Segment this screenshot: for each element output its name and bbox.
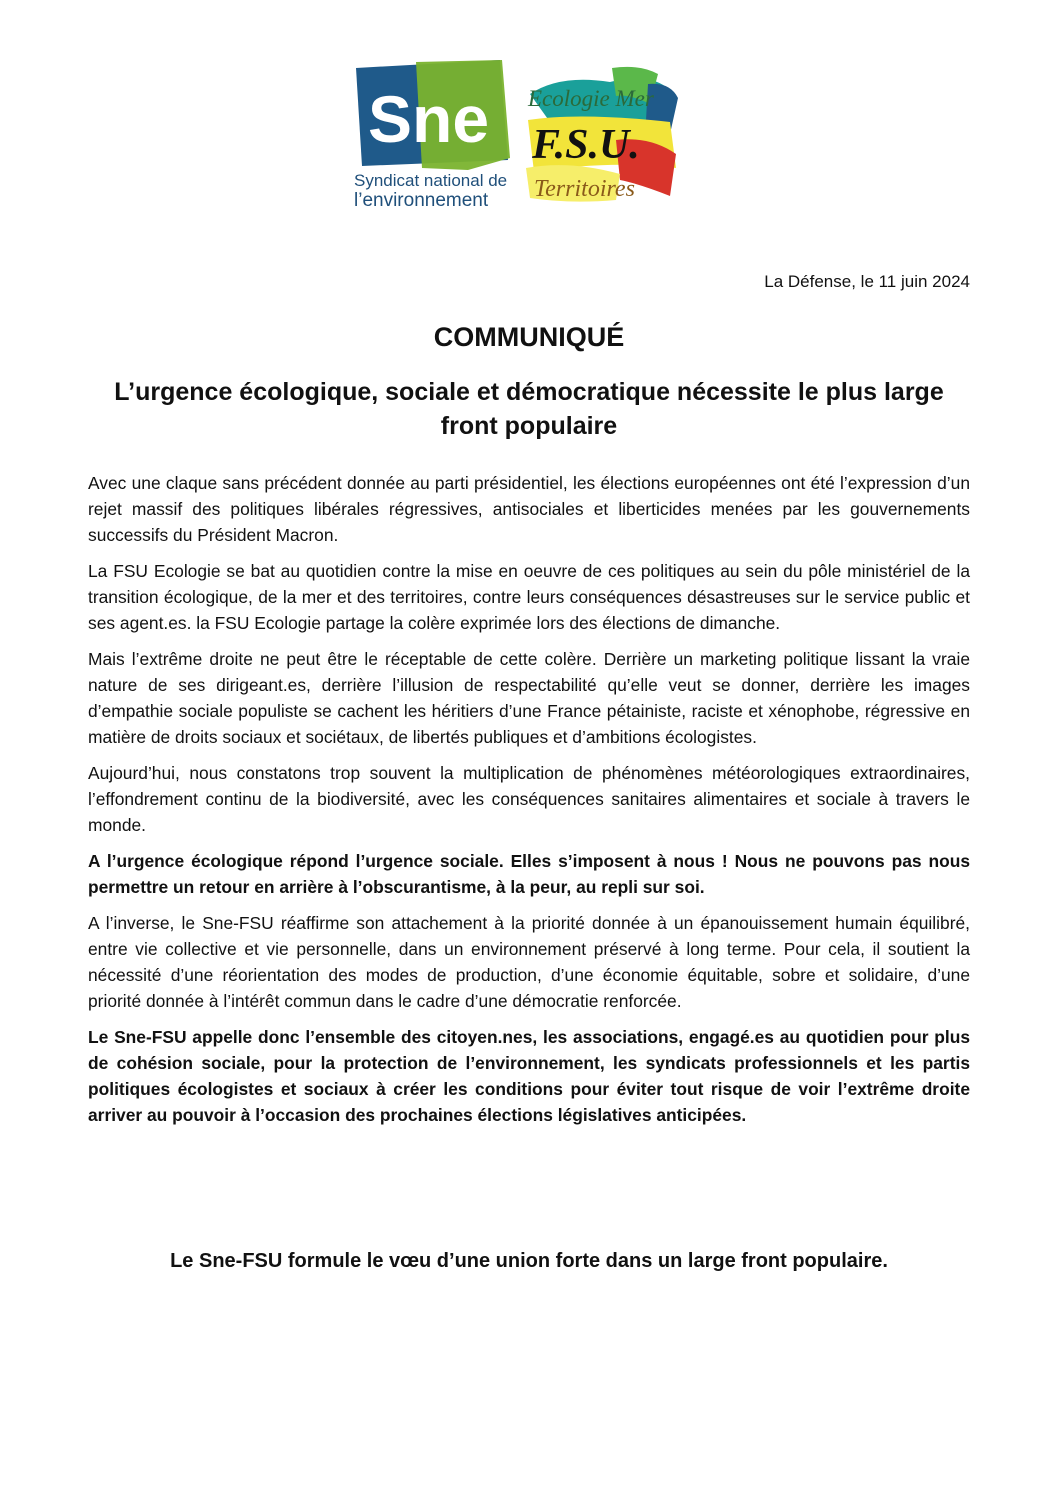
- paragraph: La FSU Ecologie se bat au quotidien contre la mise en oeuvre de ces politiques au sein du pôle ministériel de la transition écologique, de la mer et des territoires, contre leurs conséquences désastreuses sur le service public et ses agent.es. la FSU Ecologie partage la colère exprimée lors des élections de dimanche.: [88, 561, 970, 633]
- fsu-ecologie-logo: [520, 64, 680, 210]
- logos: [350, 60, 690, 220]
- sne-logo-text: Sne: [368, 82, 490, 156]
- paragraph: Mais l’extrême droite ne peut être le réceptable de cette colère. Derrière un marketing politique lissant la vraie nature de ses dirigeant.es, derrière l’illusion de respectabilité qu’elle veut se donner, derrière les images d’empathie sociale populiste se cachent les héritiers d’une France pétainiste, raciste et xénophobe, régressive en matière de droits sociaux et sociétaux, de libertés publiques et d’ambitions écologistes.: [88, 649, 970, 747]
- paragraph: Avec une claque sans précédent donnée au parti présidentiel, les élections européennes ont été l’expression d’un rejet massif des politiques libérales régressives, antisociales et liberticides menées par les gouvernements successifs du Président Macron.: [88, 473, 970, 545]
- paragraph: A l’inverse, le Sne-FSU réaffirme son attachement à la priorité donnée à un épanouissement humain équilibré, entre vie collective et vie personnelle, dans un environnement préservé à long terme. Pour cela, il soutient la nécessité d’une réorientation des modes de production, d’une économie équitable, sobre et solidaire, d’une priorité donnée à l’intérêt commun dans le cadre d’une démocratie renforcée.: [88, 913, 970, 1011]
- fsu-top-text: Ecologie Mer: [528, 86, 654, 111]
- document-body: [88, 470, 970, 1138]
- sne-caption-line2: l’environnement: [354, 190, 489, 210]
- page-title: COMMUNIQUÉ: [433, 322, 625, 352]
- sne-logo: [350, 60, 515, 210]
- fsu-middle-text: F.S.U.: [532, 122, 640, 168]
- paragraph: Aujourd’hui, nous constatons trop souvent la multiplication de phénomènes météorologiques extraordinaires, l’effondrement continu de la biodiversité, avec les conséquences sanitaires alimentaires et sociale à travers le monde.: [88, 763, 970, 835]
- fsu-bottom-text: Territoires: [534, 176, 635, 202]
- document-date: La Défense, le 11 juin 2024: [764, 272, 970, 291]
- paragraph-emphasis: Le Sne-FSU appelle donc l’ensemble des citoyen.nes, les associations, engagé.es au quotidien pour plus de cohésion sociale, pour la protection de l’environnement, les syndicats professionnels et les partis politiques écologistes et sociaux à créer les conditions pour éviter tout risque de voir l’extrême droite arriver au pouvoir à l’occasion des prochaines élections législatives anticipées.: [88, 1027, 970, 1125]
- sne-caption-line1: Syndicat national de: [354, 171, 508, 190]
- paragraph-emphasis: A l’urgence écologique répond l’urgence sociale. Elles s’imposent à nous ! Nous ne pouvons pas nous permettre un retour en arrière à l’obscurantisme, à la peur, au repli sur soi.: [88, 851, 970, 897]
- page-subtitle: L’urgence écologique, sociale et démocratique nécessite le plus large front populaire: [114, 378, 944, 440]
- closing-statement: Le Sne-FSU formule le vœu d’une union forte dans un large front populaire.: [170, 1250, 888, 1272]
